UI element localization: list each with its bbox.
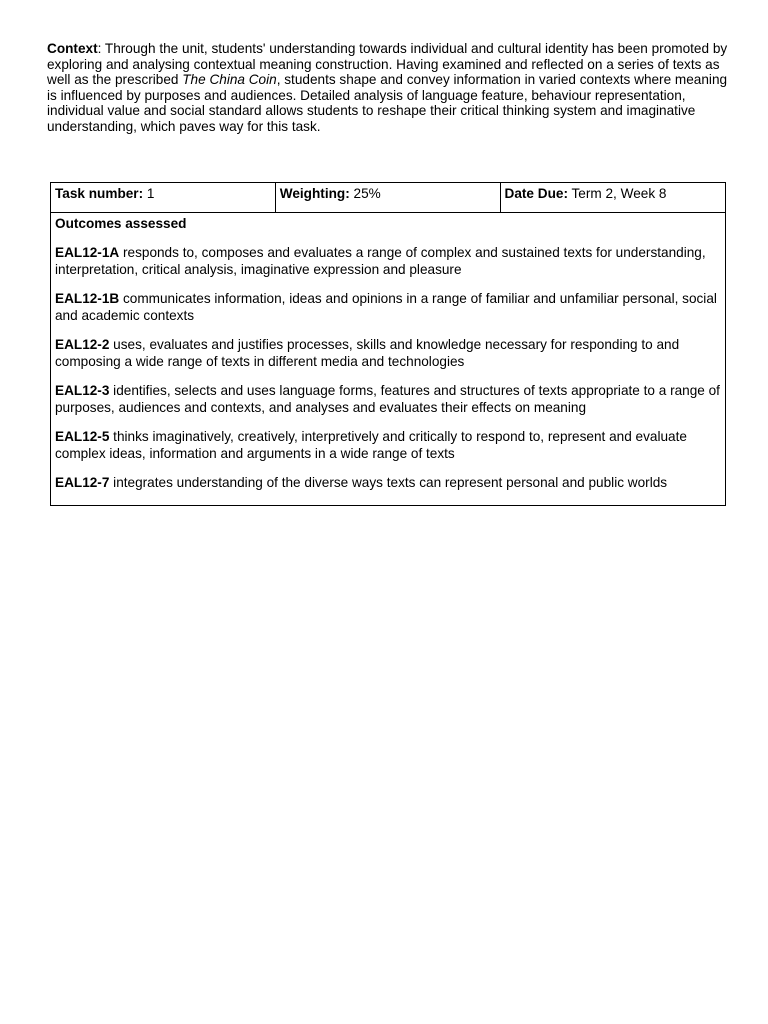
weighting-cell xyxy=(275,183,500,213)
task-number-cell xyxy=(51,183,276,213)
weighting-label: Weighting: xyxy=(279,186,350,201)
outcomes-cell xyxy=(51,213,726,506)
context-text-before: Through the unit, students' understanding towards individual and cultural identity has been promoted by exploring and analysing contextual meaning construction. Having examined and reflected on a series of texts as well as the prescribed xyxy=(47,41,728,88)
outcome-text: identifies, selects and uses language forms, features and structures of texts appropriate to a range of purposes, audiences and contexts, and analyses and evaluates their effects on meaning xyxy=(55,383,720,415)
outcome-item xyxy=(55,290,721,324)
outcome-code: EAL12-1A xyxy=(55,245,120,260)
outcome-text: thinks imaginatively, creatively, interpretively and critically to respond to, represent and evaluate complex ideas, information and arguments in a wide range of texts xyxy=(55,429,687,461)
date-due-value: Term 2, Week 8 xyxy=(567,186,667,201)
outcome-code: EAL12-3 xyxy=(55,383,110,398)
outcome-text: responds to, composes and evaluates a range of complex and sustained texts for understanding, interpretation, critical analysis, imaginative expression and pleasure xyxy=(55,245,706,277)
outcome-code: EAL12-5 xyxy=(55,429,110,444)
outcomes-title: Outcomes assessed xyxy=(55,216,187,231)
outcome-text: integrates understanding of the diverse ways texts can represent personal and public worlds xyxy=(109,475,668,490)
outcome-item xyxy=(55,474,721,491)
date-due-label: Date Due: xyxy=(504,186,568,201)
context-paragraph xyxy=(47,41,737,135)
outcome-item xyxy=(55,244,721,278)
weighting-value: 25% xyxy=(349,186,381,201)
outcome-item xyxy=(55,428,721,462)
context-separator: : xyxy=(97,41,102,56)
outcome-code: EAL12-2 xyxy=(55,337,110,352)
outcome-item xyxy=(55,336,721,370)
context-text-after: , students shape and convey information in varied contexts where meaning is influenced by purposes and audiences. Detailed analysis of language feature, behaviour representation, individual value and social standard allows students to reshape their critical thinking system and imaginative understanding, which paves way for this task. xyxy=(47,72,728,134)
outcome-text: uses, evaluates and justifies processes, skills and knowledge necessary for responding to and composing a wide range of texts in different media and technologies xyxy=(55,337,680,369)
book-title: The China Coin xyxy=(182,72,277,88)
outcomes-row xyxy=(51,213,726,506)
task-number-value: 1 xyxy=(143,186,155,201)
task-table xyxy=(50,182,726,506)
outcome-code: EAL12-7 xyxy=(55,475,110,490)
task-header-row xyxy=(51,183,726,213)
outcome-text: communicates information, ideas and opinions in a range of familiar and unfamiliar personal, social and academic contexts xyxy=(55,291,717,323)
context-label: Context xyxy=(47,41,98,56)
date-due-cell xyxy=(500,183,725,213)
outcome-item xyxy=(55,382,721,416)
outcome-code: EAL12-1B xyxy=(55,291,120,306)
task-number-label: Task number: xyxy=(55,186,144,201)
